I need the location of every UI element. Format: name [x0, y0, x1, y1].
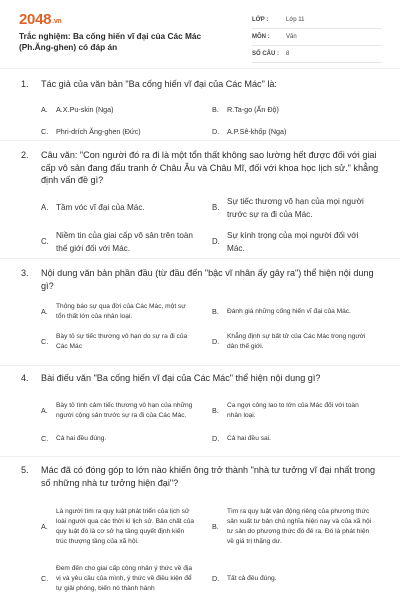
question-2 — [0, 149, 400, 260]
option-text: R.Ta-go (Ấn Độ) — [227, 105, 279, 115]
meta-value-class: Lớp 11 — [286, 17, 305, 23]
logo-suffix: .vn — [52, 18, 62, 25]
option-text: Cả hai đều đúng. — [56, 434, 107, 442]
option-key: B. — [212, 105, 219, 115]
question-separator — [0, 365, 400, 366]
option-key: C. — [41, 237, 49, 247]
option-text: Đánh giá những cống hiến vĩ đại của Mác. — [227, 308, 351, 315]
question-4 — [0, 372, 400, 448]
option-text: Tìm ra quy luật vận động riêng của phương thức sản xuất tư bản chủ nghĩa hiện nay và của xã hội tư sản do phương thức đó đẻ ra. Đó là phát hiện về giá trị thặng dư. — [227, 508, 372, 545]
answer-option-c[interactable] — [41, 327, 212, 357]
option-key: D. — [212, 127, 220, 137]
question-separator — [0, 140, 400, 141]
options-row — [41, 297, 400, 327]
option-text: Bày tỏ sự tiếc thương vô hạn do sự ra đi của Các Mác — [56, 333, 188, 350]
question-3-text: Nội dung văn bản phần đầu (từ đầu đến "bậc vĩ nhân ấy gây ra") thể hiện nội dung gì? — [41, 268, 374, 291]
meta-row-class — [252, 14, 382, 29]
answer-option-c[interactable] — [41, 226, 212, 260]
answer-option-a[interactable] — [41, 100, 212, 122]
answer-option-c[interactable] — [41, 559, 212, 599]
option-text: Niềm tin của giai cấp vô sản trên toàn thế giới đối với Mác. — [56, 231, 193, 253]
question-2-number: 2. — [21, 150, 29, 160]
option-key: A. — [41, 105, 48, 115]
answer-option-b[interactable] — [212, 192, 372, 226]
options-row — [41, 226, 400, 260]
answer-option-c[interactable] — [41, 430, 212, 448]
option-key: D. — [212, 574, 220, 583]
question-2-text: Câu văn: "Con người đó ra đi là một tổn thất không sao lường hết được đối với giai cấp vô sản đang đấu tranh ở Châu Âu và Châu Mĩ, đối với khoa học lịch sử." khẳng định vấn đề gì? — [41, 150, 379, 185]
question-1-number: 1. — [21, 79, 29, 89]
option-text: Cả hai đều sai. — [227, 434, 271, 442]
question-2-head — [0, 149, 400, 187]
question-4-text: Bài điếu văn "Ba cống hiến vĩ đại của Các Mác" thể hiện nội dung gì? — [41, 373, 321, 383]
option-text: Sự kính trọng của mọi người đối với Mác. — [227, 231, 359, 253]
question-5-options — [0, 495, 400, 599]
option-key: B. — [212, 522, 219, 531]
options-row — [41, 430, 400, 448]
answer-option-a[interactable] — [41, 495, 212, 559]
option-key: C. — [41, 574, 49, 583]
question-3-head — [0, 267, 400, 292]
option-text: Đem đến cho giai cấp công nhân ý thức về địa vị và yêu cầu của mình, ý thức về điều kiện để tự giải phóng, biến nó thành hành — [56, 565, 193, 592]
option-text: Tất cả đều đúng. — [227, 575, 277, 582]
option-key: D. — [212, 433, 220, 443]
question-separator — [0, 258, 400, 259]
option-key: C. — [41, 127, 49, 137]
answer-option-d[interactable] — [212, 327, 377, 357]
question-5-text: Mác đã có đóng góp to lớn nào khiến ông trở thành "nhà tư tưởng vĩ đại nhất trong số những nhà tư tưởng hiện đại"? — [41, 465, 376, 488]
option-text: A.X.Pu-skin (Nga) — [56, 105, 114, 115]
option-text: A.P.Sê-khốp (Nga) — [227, 127, 287, 137]
logo-main: 2048 — [19, 11, 52, 28]
option-key: A. — [41, 307, 48, 316]
meta-label-subject: MÔN : — [252, 34, 270, 40]
option-text: Tầm vóc vĩ đại của Mác. — [56, 203, 145, 213]
question-3 — [0, 267, 400, 357]
question-separator — [0, 456, 400, 457]
question-2-options — [0, 192, 400, 260]
option-key: D. — [212, 237, 220, 247]
options-row — [41, 559, 400, 599]
meta-row-count — [252, 48, 382, 63]
answer-option-a[interactable] — [41, 192, 212, 226]
answer-option-d[interactable] — [212, 430, 377, 448]
answer-option-b[interactable] — [212, 495, 377, 559]
options-row — [41, 100, 400, 122]
option-key: B. — [212, 307, 219, 316]
option-key: D. — [212, 337, 220, 346]
answer-option-a[interactable] — [41, 297, 212, 327]
document-header — [0, 0, 400, 68]
question-4-head — [0, 372, 400, 385]
question-3-number: 3. — [21, 268, 29, 278]
option-key: B. — [212, 405, 219, 415]
question-1-options — [0, 100, 400, 144]
question-4-number: 4. — [21, 373, 29, 383]
question-5-head — [0, 464, 400, 489]
option-text: Khẳng định sự bất tử của Các Mác trong người dân thế giới. — [227, 333, 366, 350]
options-row — [41, 495, 400, 559]
meta-row-subject — [252, 31, 382, 46]
option-key: B. — [212, 203, 220, 213]
question-1-text: Tác giả của văn bản "Ba cống hiến vĩ đại của Các Mác" là: — [41, 79, 277, 89]
option-key: C. — [41, 337, 49, 346]
options-row — [41, 392, 400, 430]
option-key: A. — [41, 203, 49, 213]
answer-option-a[interactable] — [41, 392, 212, 430]
question-3-options — [0, 297, 400, 357]
option-text: Bày tỏ tình cảm tiếc thương vô hạn của những người cộng sản trước sự ra đi của Các Mác. — [56, 401, 193, 419]
answer-option-b[interactable] — [212, 100, 383, 122]
option-key: A. — [41, 522, 48, 531]
question-5-number: 5. — [21, 465, 29, 475]
options-row — [41, 192, 400, 226]
meta-value-count: 8 — [286, 51, 290, 57]
question-4-options — [0, 392, 400, 448]
meta-label-class: LỚP : — [252, 17, 269, 23]
option-text: Ca ngợi công lao to lớn của Mác đối với toàn nhân loại. — [227, 401, 359, 419]
meta-value-subject: Văn — [286, 34, 297, 40]
answer-option-b[interactable] — [212, 297, 377, 327]
options-row — [41, 327, 400, 357]
question-5 — [0, 464, 400, 599]
answer-option-d[interactable] — [212, 226, 372, 260]
document-title: Trắc nghiệm: Ba cống hiến vĩ đại của Các Mác (Ph.Ăng-ghen) có đáp án — [19, 31, 202, 52]
option-key: C. — [41, 433, 49, 443]
answer-option-b[interactable] — [212, 392, 377, 430]
question-1 — [0, 78, 400, 144]
meta-label-count: SỐ CÂU : — [252, 51, 279, 57]
option-text: Thông báo sự qua đời của Các Mác, một sự tổn thất lớn của nhân loại. — [56, 303, 186, 320]
header-divider — [0, 68, 400, 69]
document-meta — [252, 14, 382, 65]
question-1-head — [0, 78, 400, 91]
option-text: Phri-drích Ăng-ghen (Đức) — [56, 127, 141, 137]
site-logo[interactable] — [19, 11, 61, 28]
option-text: Là người tìm ra quy luật phát triển của lịch sử loài người qua các thời kì lịch sử. Bản chất của quy luật đó là cơ sở hạ tầng quyết định kiến trúc thượng tầng của xã hội. — [56, 508, 195, 545]
answer-option-d[interactable] — [212, 559, 377, 599]
option-key: A. — [41, 405, 48, 415]
option-text: Sự tiếc thương vô hạn của mọi người trước sự ra đi của Mác. — [227, 197, 364, 219]
